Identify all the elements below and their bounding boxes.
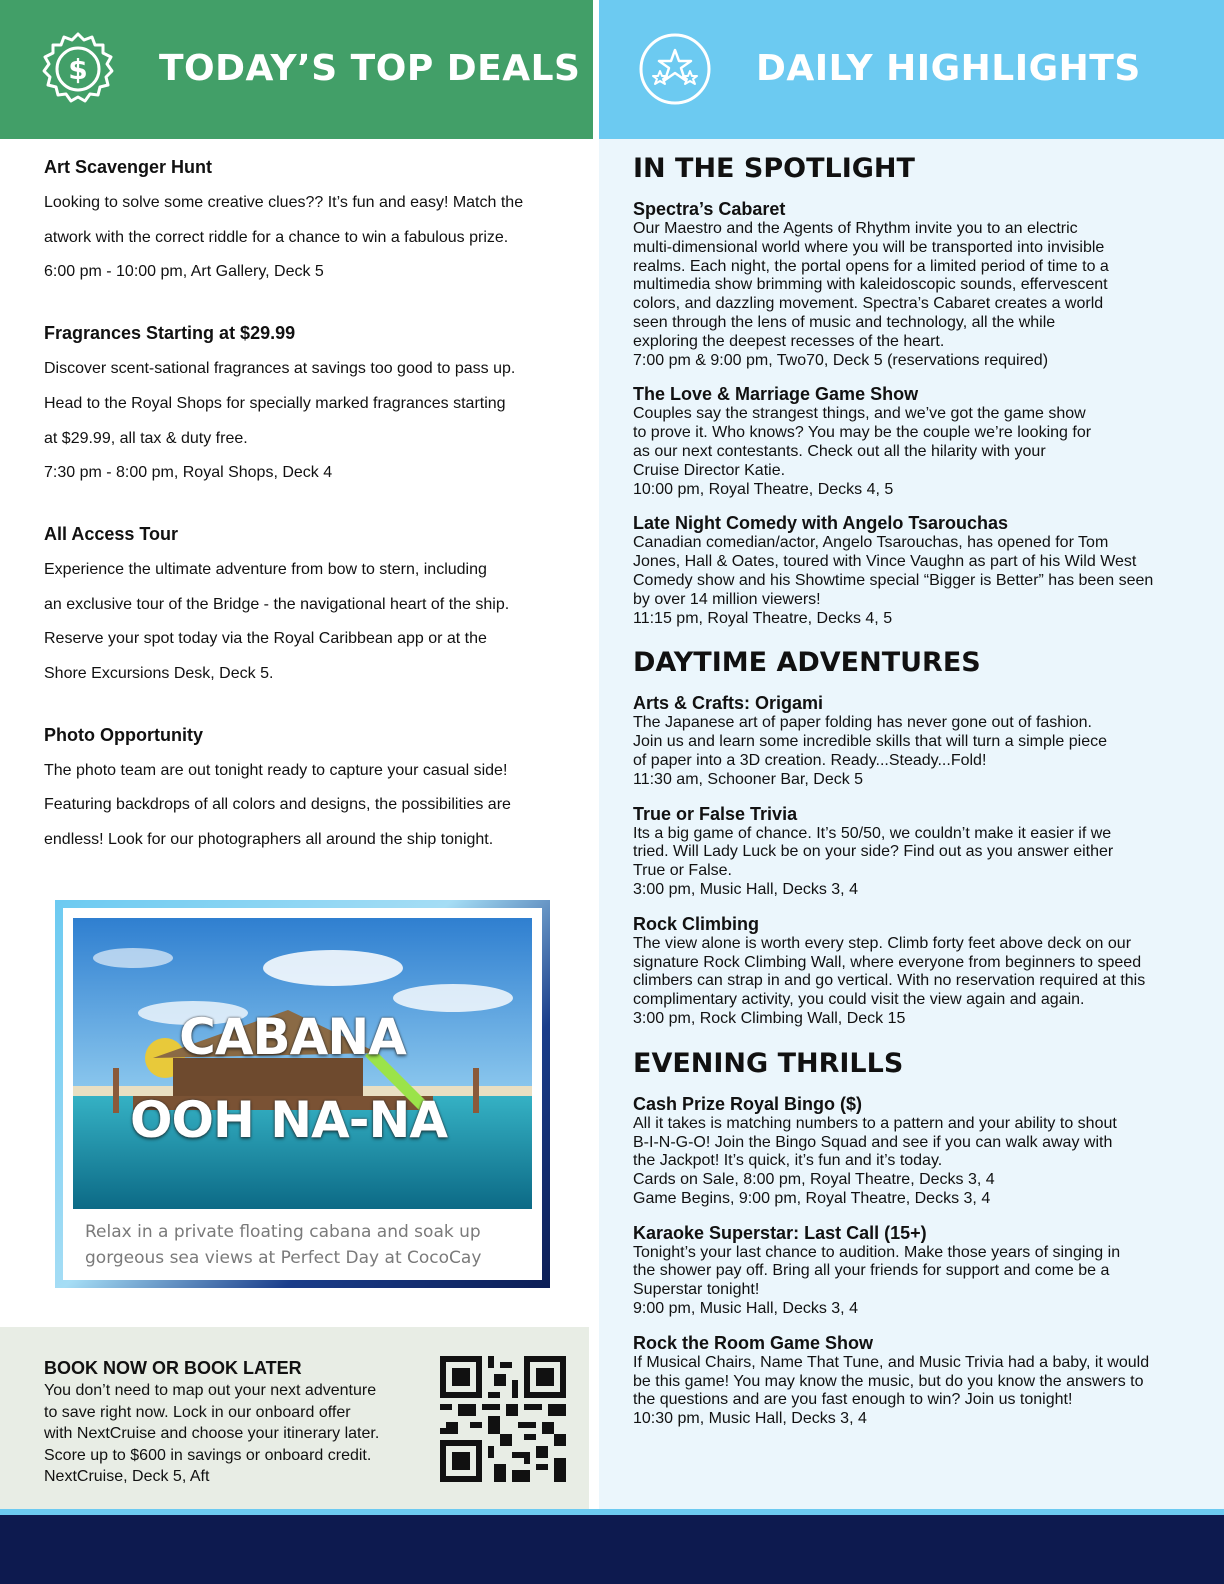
event-time: 10:30 pm, Music Hall, Decks 3, 4: [633, 1410, 867, 1428]
event-text: If Musical Chairs, Name That Tune, and Music Trivia had a baby, it would: [633, 1353, 1150, 1371]
stars-circle-icon: [637, 31, 713, 107]
event-title: Late Night Comedy with Angelo Tsarouchas: [633, 513, 1009, 534]
event-time: 11:30 am, Schooner Bar, Deck 5: [633, 770, 864, 788]
event-text: exploring the deepest recesses of the heart.: [633, 332, 945, 350]
cabana-overlay-title: CABANA: [179, 1008, 406, 1066]
book-now-line: with NextCruise and choose your itinerary later.: [44, 1425, 380, 1443]
event-title: Spectra’s Cabaret: [633, 199, 786, 219]
deal-text: atwork with the correct riddle for a chance to win a fabulous prize.: [44, 228, 509, 246]
section-daytime-adventures: [633, 644, 1193, 1028]
event-text: True or False.: [633, 862, 732, 880]
event-text: The Japanese art of paper folding has never gone out of fashion.: [633, 714, 1092, 732]
event-title: Rock Climbing: [633, 913, 760, 934]
event-text: the shower pay off. Bring all your friends for support and come be a: [633, 1262, 1110, 1280]
qr-code-icon[interactable]: [440, 1356, 566, 1482]
book-now-location: NextCruise, Deck 5, Aft: [44, 1468, 210, 1486]
highlights-list: [633, 150, 1193, 1445]
deal-text: Reserve your spot today via the Royal Caribbean app or at the: [44, 630, 487, 648]
deal-text: Head to the Royal Shops for specially marked fragrances starting: [44, 394, 506, 412]
event-time: Game Begins, 9:00 pm, Royal Theatre, Decks 3, 4: [633, 1189, 991, 1207]
event-cash-prize-bingo: [633, 1093, 1193, 1209]
event-text: Superstar tonight!: [633, 1281, 760, 1299]
event-text: multimedia show brimming with kaleidoscopic sounds, effervescent: [633, 276, 1108, 294]
event-time: 3:00 pm, Music Hall, Decks 3, 4: [633, 880, 858, 898]
daily-highlights-header: [599, 0, 1224, 139]
book-now-title: BOOK NOW OR BOOK LATER: [44, 1358, 302, 1378]
event-text: of paper into a 3D creation. Ready...Steady...Fold!: [633, 751, 987, 769]
book-now-line: to save right now. Lock in our onboard offer: [44, 1403, 351, 1421]
deal-text: Experience the ultimate adventure from bow to stern, including: [44, 560, 487, 578]
event-text: colors, and dazzling movement. Spectra’s Cabaret creates a world: [633, 295, 1104, 313]
caption-line: Relax in a private floating cabana and soak up: [85, 1222, 481, 1242]
deal-all-access-tour: [44, 521, 584, 692]
event-time: 7:00 pm & 9:00 pm, Two70, Deck 5 (reservations required): [633, 351, 1049, 369]
event-text: by over 14 million viewers!: [633, 590, 821, 608]
event-text: The view alone is worth every step. Climb forty feet above deck on our: [633, 934, 1132, 952]
deal-time: 6:00 pm - 10:00 pm, Art Gallery, Deck 5: [44, 263, 324, 281]
event-title: The Love & Marriage Game Show: [633, 384, 919, 405]
event-text: the questions and are you fast enough to win? Join us tonight!: [633, 1391, 1073, 1409]
deal-text: Featuring backdrops of all colors and designs, the possibilities are: [44, 796, 511, 814]
cabana-photo: [73, 918, 532, 1209]
deal-text: at $29.99, all tax & duty free.: [44, 429, 248, 447]
deal-title: All Access Tour: [44, 523, 179, 544]
event-text: signature Rock Climbing Wall, where everyone from beginners to speed: [633, 953, 1142, 971]
event-text: seen through the lens of music and technology, all the while: [633, 313, 1056, 331]
deals-list: [44, 154, 584, 888]
event-text: Canadian comedian/actor, Angelo Tsarouchas, has opened for Tom: [633, 534, 1109, 552]
event-time: Cards on Sale, 8:00 pm, Royal Theatre, Decks 3, 4: [633, 1171, 995, 1189]
deal-title: Art Scavenger Hunt: [44, 157, 213, 177]
event-text: as our next contestants. Check out all the hilarity with your: [633, 442, 1046, 460]
event-text: Join us and learn some incredible skills that will turn a simple piece: [633, 733, 1107, 751]
event-time: 3:00 pm, Rock Climbing Wall, Deck 15: [633, 1009, 906, 1027]
event-rock-the-room: [633, 1332, 1193, 1429]
event-title: Karaoke Superstar: Last Call (15+): [633, 1222, 927, 1243]
event-text: All it takes is matching numbers to a pattern and your ability to shout: [633, 1114, 1117, 1132]
event-title: Rock the Room Game Show: [633, 1332, 874, 1353]
event-text: Comedy show and his Showtime special “Bigger is Better” has been seen: [633, 571, 1154, 589]
event-arts-crafts-origami: [633, 692, 1193, 789]
event-text: B-I-N-G-O! Join the Bingo Squad and see if you can walk away with: [633, 1133, 1113, 1151]
section-title: DAYTIME ADVENTURES: [633, 647, 981, 679]
cabana-photo-card: [55, 900, 550, 1288]
book-now-panel: [0, 1327, 589, 1509]
deal-text: Shore Excursions Desk, Deck 5.: [44, 665, 274, 683]
deal-art-scavenger-hunt: [44, 154, 584, 290]
event-text: complimentary activity, you could visit the view again and again.: [633, 991, 1085, 1009]
event-text: climbers can strap in and go vertical. With no reservation required at this: [633, 972, 1146, 990]
footer-bar: [0, 1515, 1224, 1584]
book-now-text: [44, 1380, 434, 1488]
top-deals-title: TODAY’S TOP DEALS: [159, 48, 581, 89]
deal-text: Looking to solve some creative clues?? It’s fun and easy! Match the: [44, 194, 524, 211]
deal-text: Discover scent-sational fragrances at savings too good to pass up.: [44, 360, 516, 378]
caption-line: gorgeous sea views at Perfect Day at CocoCay: [85, 1248, 482, 1268]
event-title: Arts & Crafts: Origami: [633, 693, 824, 714]
deal-text: an exclusive tour of the Bridge - the navigational heart of the ship.: [44, 595, 510, 613]
section-in-the-spotlight: [633, 150, 1193, 628]
event-text: realms. Each night, the portal opens for a limited period of time to a: [633, 257, 1109, 275]
event-time: 9:00 pm, Music Hall, Decks 3, 4: [633, 1300, 858, 1318]
event-title: Cash Prize Royal Bingo ($): [633, 1093, 863, 1114]
event-text: multi-dimensional world where you will be transported into invisible: [633, 238, 1105, 256]
event-karaoke-superstar: [633, 1222, 1193, 1319]
event-text: the Jackpot! It’s quick, it’s fun and it’s today.: [633, 1152, 943, 1170]
event-text: tried. Will Lady Luck be on your side? Find out as you answer either: [633, 843, 1114, 861]
book-now-line: Score up to $600 in savings or onboard credit.: [44, 1446, 372, 1464]
svg-text:$: $: [68, 53, 88, 86]
deal-title: Photo Opportunity: [44, 724, 203, 745]
deal-text: endless! Look for our photographers all around the ship tonight.: [44, 831, 494, 849]
event-text: Cruise Director Katie.: [633, 461, 786, 479]
event-rock-climbing: [633, 913, 1193, 1029]
event-time: 11:15 pm, Royal Theatre, Decks 4, 5: [633, 609, 893, 627]
event-text: Jones, Hall & Oates, toured with Vince Vaughn as part of his Wild West: [633, 553, 1137, 571]
event-text: Its a big game of chance. It’s 50/50, we couldn’t make it easier if we: [633, 824, 1112, 842]
photo-caption: [85, 1219, 535, 1271]
section-evening-thrills: [633, 1045, 1193, 1429]
top-deals-header: [0, 0, 593, 139]
event-text: to prove it. Who knows? You may be the couple we’re looking for: [633, 424, 1092, 442]
event-text: Tonight’s your last chance to audition. Make those years of singing in: [633, 1243, 1121, 1261]
event-text: Our Maestro and the Agents of Rhythm invite you to an electric: [633, 220, 1078, 237]
deal-fragrances: [44, 320, 584, 491]
deal-photo-opportunity: [44, 722, 584, 858]
deal-time: 7:30 pm - 8:00 pm, Royal Shops, Deck 4: [44, 464, 333, 482]
daily-highlights-title: DAILY HIGHLIGHTS: [756, 48, 1141, 89]
event-late-night-comedy: [633, 512, 1193, 628]
deal-title: Fragrances Starting at $29.99: [44, 323, 296, 344]
cabana-overlay-subtitle: OOH NA-NA: [129, 1091, 448, 1149]
section-title: IN THE SPOTLIGHT: [633, 153, 915, 184]
event-text: Couples say the strangest things, and we’ve got the game show: [633, 405, 1086, 423]
deal-text: The photo team are out tonight ready to capture your casual side!: [44, 761, 508, 779]
photo-frame: [63, 908, 542, 1280]
event-title: True or False Trivia: [633, 803, 798, 824]
event-time: 10:00 pm, Royal Theatre, Decks 4, 5: [633, 480, 894, 498]
event-text: be this game! You may know the music, but do you know the answers to: [633, 1372, 1144, 1390]
event-love-marriage-game-show: [633, 383, 1193, 499]
event-true-or-false-trivia: [633, 803, 1193, 900]
section-title: EVENING THRILLS: [633, 1047, 904, 1079]
book-now-line: You don’t need to map out your next adventure: [44, 1382, 377, 1399]
dollar-badge-icon: [40, 31, 116, 107]
event-spectras-cabaret: [633, 198, 1193, 370]
